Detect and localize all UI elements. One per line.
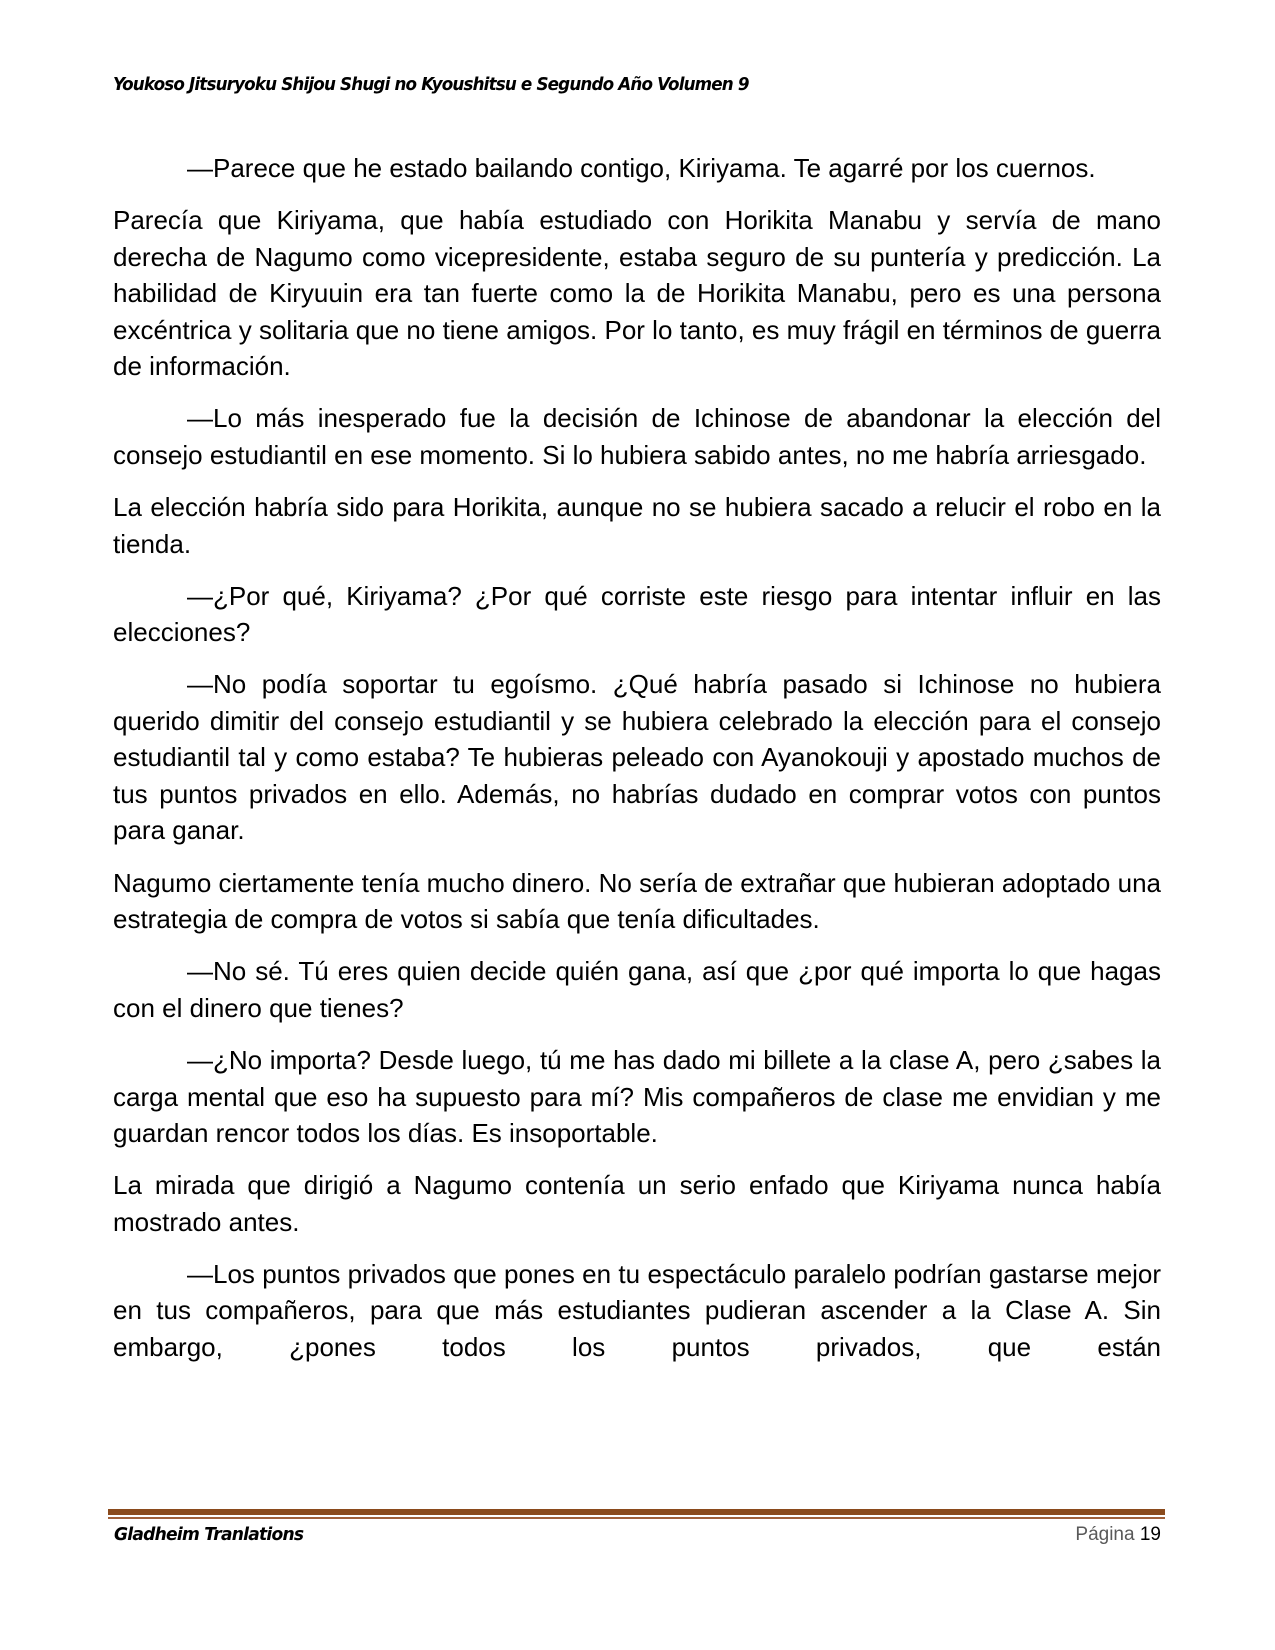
running-header-title: Youkoso Jitsuryoku Shijou Shugi no Kyoushitsu e Segundo Año Volumen 9: [113, 74, 749, 95]
body-text: [113, 150, 1161, 1381]
paragraph: La mirada que dirigió a Nagumo contenía un serio enfado que Kiriyama nunca había mostrado antes.: [113, 1170, 1161, 1237]
page-label: Página: [1075, 1524, 1135, 1545]
page-number: 19: [1139, 1524, 1161, 1545]
paragraph: Parecía que Kiriyama, que había estudiado con Horikita Manabu y servía de mano derecha de Nagumo como vicepresidente, estaba seguro de su puntería y predicción. La habilidad de Kiryuuin era tan fuerte como la de Horikita Manabu, pero es una persona excéntrica y solitaria que no tiene amigos. Por lo tanto, es muy frágil en términos de guerra de información.: [113, 205, 1161, 382]
paragraph: —Lo más inesperado fue la decisión de Ichinose de abandonar la elección del consejo estudiantil en ese momento. Si lo hubiera sabido antes, no me habría arriesgado.: [113, 403, 1161, 470]
paragraph: —No podía soportar tu egoísmo. ¿Qué habría pasado si Ichinose no hubiera querido dimitir del consejo estudiantil y se hubiera celebrado la elección para el consejo estudiantil tal y como estaba? Te hubieras peleado con Ayanokouji y apostado muchos de tus puntos privados en ello. Además, no habrías dudado en comprar votos con puntos para ganar.: [113, 669, 1161, 846]
paragraph: —No sé. Tú eres quien decide quién gana, así que ¿por qué importa lo que hagas con el dinero que tienes?: [113, 956, 1161, 1023]
footer-publisher: Gladheim Tranlations: [114, 1524, 304, 1545]
footer-divider-thick: [108, 1509, 1165, 1515]
paragraph: Nagumo ciertamente tenía mucho dinero. No sería de extrañar que hubieran adoptado una estrategia de compra de votos si sabía que tenía dificultades.: [113, 867, 1161, 935]
paragraph: —Parece que he estado bailando contigo, Kiriyama. Te agarré por los cuernos.: [187, 153, 1096, 183]
paragraph: —¿No importa? Desde luego, tú me has dado mi billete a la clase A, pero ¿sabes la carga mental que eso ha supuesto para mí? Mis compañeros de clase me envidian y me guardan rencor todos los días. Es insoportable.: [113, 1045, 1161, 1148]
paragraph: —Los puntos privados que pones en tu espectáculo paralelo podrían gastarse mejor en tus compañeros, para que más estudiantes pudieran ascender a la Clase A. Sin embargo, ¿pones todos los puntos privados, que están: [113, 1258, 1161, 1362]
footer-page-number: [1075, 1524, 1161, 1546]
paragraph: —¿Por qué, Kiriyama? ¿Por qué corriste este riesgo para intentar influir en las elecciones?: [113, 580, 1161, 648]
footer-divider-thin: [108, 1517, 1165, 1519]
paragraph: La elección habría sido para Horikita, aunque no se hubiera sacado a relucir el robo en la tienda.: [113, 492, 1161, 559]
